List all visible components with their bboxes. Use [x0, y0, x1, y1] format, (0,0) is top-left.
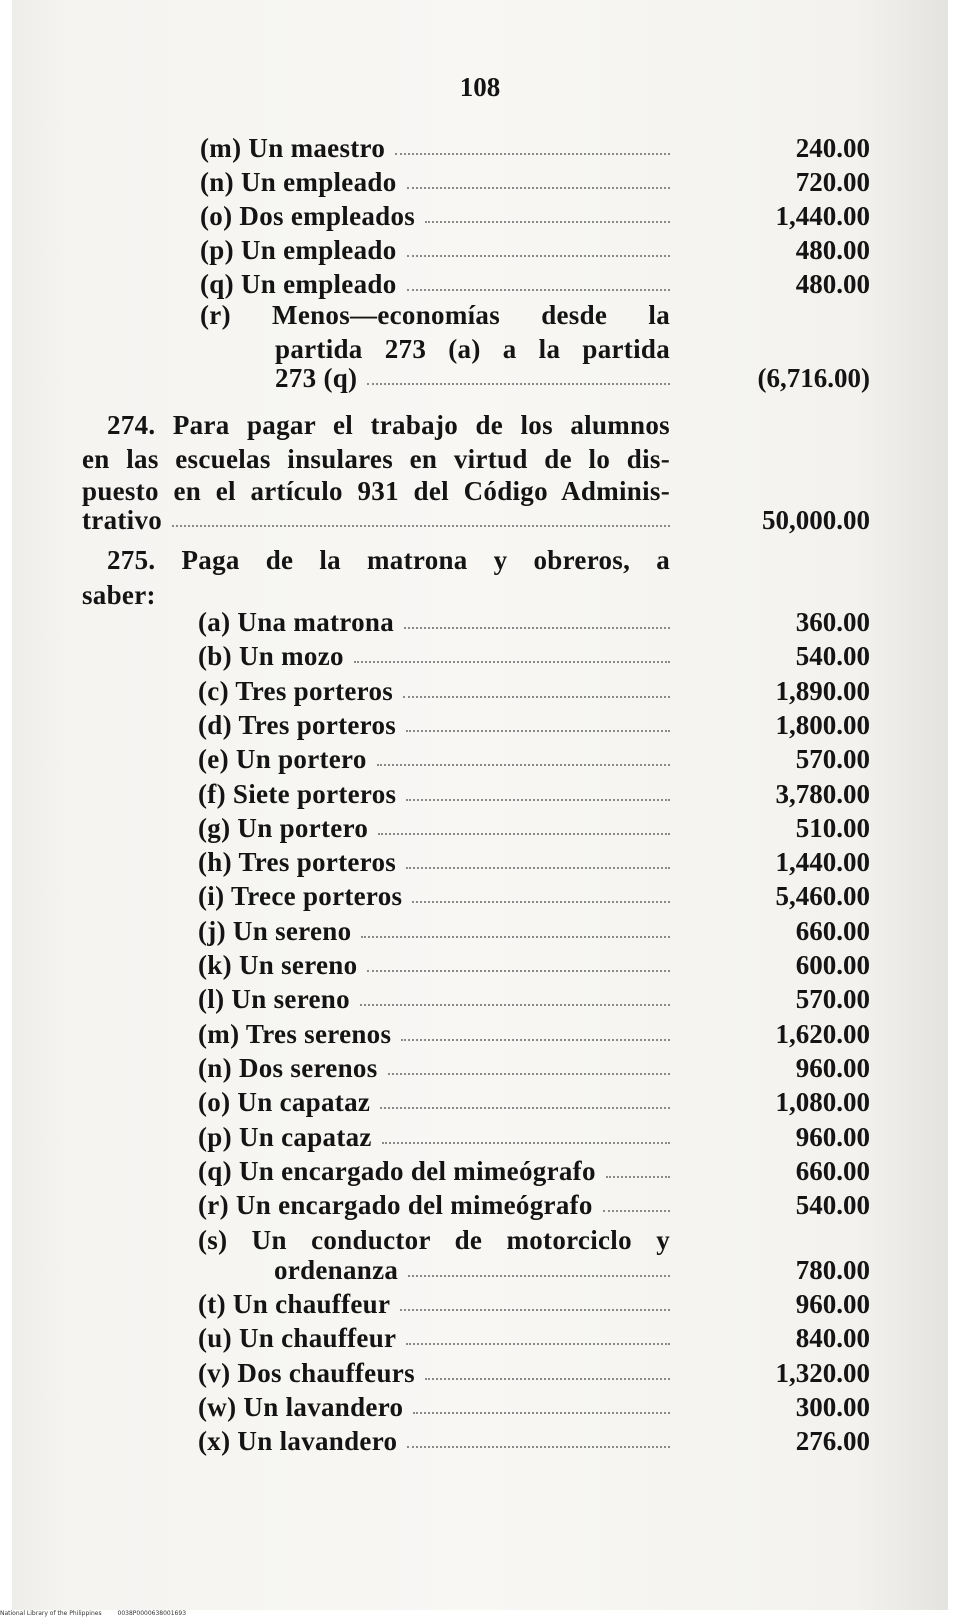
budget-item-275-v: [198, 1359, 870, 1393]
item-273-r-total: [275, 364, 870, 398]
budget-item-275-i: [198, 882, 870, 916]
item-amount: 5,460.00: [775, 881, 870, 912]
item-amount: 1,890.00: [775, 675, 870, 706]
budget-item-275-p: [198, 1123, 870, 1157]
item-label: (n) Dos serenos: [198, 1052, 378, 1083]
item-amount: 960.00: [795, 1121, 870, 1152]
item-label: trativo: [82, 505, 163, 535]
dot-leader: [603, 1210, 670, 1212]
dot-leader: [406, 1343, 670, 1345]
item-amount: 300.00: [795, 1391, 870, 1422]
item-amount: 960.00: [795, 1289, 870, 1319]
book-page: [12, 0, 948, 1610]
dot-leader: [388, 1073, 671, 1075]
item-label: (h) Tres porteros: [198, 847, 397, 878]
dot-leader: [367, 970, 670, 972]
item-label: ordenanza: [274, 1255, 399, 1285]
dot-leader: [408, 1275, 670, 1277]
item-amount: 1,620.00: [775, 1018, 870, 1049]
item-label: (x) Un lavandero: [198, 1426, 398, 1457]
item-amount: 1,440.00: [775, 847, 870, 878]
item-label: (a) Una matrona: [198, 607, 394, 637]
item-274-total: [82, 506, 870, 540]
item-label: (q) Un empleado: [200, 269, 397, 299]
item-label: (l) Un sereno: [198, 984, 350, 1015]
dot-leader: [406, 867, 670, 869]
budget-item-275-l: [198, 985, 870, 1019]
dot-leader: [172, 525, 670, 527]
dot-leader: [401, 1039, 670, 1041]
item-amount: 1,800.00: [775, 709, 870, 740]
item-label: (w) Un lavandero: [198, 1391, 404, 1422]
item-label: (p) Un capataz: [198, 1121, 372, 1152]
budget-item-273-m: [200, 134, 870, 168]
item-amount: 480.00: [795, 269, 870, 299]
dot-leader: [360, 1004, 670, 1006]
item-label: (k) Un sereno: [198, 950, 358, 980]
dot-leader: [367, 383, 670, 385]
item-label: (m) Un maestro: [200, 133, 386, 163]
item-275-line2: saber:: [82, 580, 156, 610]
page-number: 108: [459, 72, 501, 102]
item-amount: 480.00: [795, 235, 870, 265]
item-label: (e) Un portero: [198, 744, 367, 775]
budget-item-275-e: [198, 745, 870, 779]
item-label: (f) Siete porteros: [198, 778, 397, 809]
item-amount: 3,780.00: [775, 778, 870, 809]
budget-item-275-h: [198, 848, 870, 882]
item-amount: 240.00: [795, 133, 870, 163]
item-amount: 960.00: [795, 1052, 870, 1083]
dot-leader: [378, 833, 670, 835]
budget-item-275-g: [198, 814, 870, 848]
budget-item-275-b: [198, 642, 870, 676]
budget-item-273-p: [200, 236, 870, 270]
item-amount: 360.00: [795, 607, 870, 637]
dot-leader: [380, 1107, 670, 1109]
item-amount: 600.00: [795, 950, 870, 980]
item-label: (m) Tres serenos: [198, 1018, 392, 1049]
budget-item-275-n: [198, 1054, 870, 1088]
item-label: (b) Un mozo: [198, 641, 344, 672]
dot-leader: [377, 764, 670, 766]
item-amount: 570.00: [795, 984, 870, 1015]
item-amount: 720.00: [795, 167, 870, 197]
item-label: (p) Un empleado: [200, 235, 397, 265]
item-274-line3: puesto en el artículo 931 del Código Adminis-: [82, 476, 670, 506]
dot-leader: [407, 187, 670, 189]
dot-leader: [412, 901, 670, 903]
item-amount: 1,080.00: [775, 1087, 870, 1118]
budget-item-275-t: [198, 1290, 870, 1324]
item-label: (g) Un portero: [198, 812, 369, 843]
dot-leader: [407, 255, 670, 257]
item-amount: (6,716.00): [757, 363, 870, 393]
item-label: (i) Trece porteros: [198, 881, 403, 912]
item-amount: 570.00: [795, 744, 870, 775]
item-274-line2: en las escuelas insulares en virtud de lo dis-: [82, 444, 670, 474]
item-275-s-total: [274, 1256, 870, 1290]
dot-leader: [361, 936, 670, 938]
budget-item-275-u: [198, 1324, 870, 1358]
budget-item-275-r: [198, 1191, 870, 1225]
item-label: (r) Un encargado del mimeógrafo: [198, 1190, 593, 1221]
dot-leader: [406, 799, 670, 801]
item-amount: 50,000.00: [762, 505, 870, 535]
item-amount: 840.00: [795, 1323, 870, 1354]
budget-item-275-d: [198, 711, 870, 745]
item-273-r-line1: (r) Menos—economías desde la: [200, 300, 670, 330]
item-275-s-line1: (s) Un conductor de motorciclo y: [198, 1225, 670, 1255]
footer-library: National Library of the Philippines: [0, 1610, 102, 1617]
item-label: (v) Dos chauffeurs: [198, 1357, 415, 1388]
item-274-line1: 274. Para pagar el trabajo de los alumnos: [107, 410, 670, 440]
budget-item-275-j: [198, 917, 870, 951]
budget-item-275-o: [198, 1088, 870, 1122]
item-amount: 1,440.00: [775, 201, 870, 231]
footer-code: 0038P0000638001693: [117, 1610, 187, 1617]
item-amount: 276.00: [795, 1426, 870, 1457]
budget-item-275-q: [198, 1157, 870, 1191]
item-273-r-line2: partida 273 (a) a la partida: [275, 334, 670, 364]
dot-leader: [400, 1309, 670, 1311]
budget-item-273-o: [200, 202, 870, 236]
item-label: 273 (q): [275, 363, 358, 393]
dot-leader: [407, 289, 670, 291]
budget-item-275-a: [198, 608, 870, 642]
budget-item-275-m: [198, 1020, 870, 1054]
budget-item-275-f: [198, 780, 870, 814]
dot-leader: [404, 627, 670, 629]
dot-leader: [406, 730, 670, 732]
item-label: (j) Un sereno: [198, 915, 352, 946]
dot-leader: [425, 1378, 670, 1380]
budget-item-275-x: [198, 1427, 870, 1461]
item-amount: 660.00: [795, 915, 870, 946]
budget-item-275-k: [198, 951, 870, 985]
item-amount: 540.00: [795, 641, 870, 672]
dot-leader: [382, 1142, 670, 1144]
dot-leader: [354, 661, 670, 663]
dot-leader: [407, 1446, 670, 1448]
item-label: (n) Un empleado: [200, 167, 397, 197]
item-amount: 780.00: [795, 1255, 870, 1285]
dot-leader: [606, 1176, 670, 1178]
dot-leader: [395, 153, 670, 155]
dot-leader: [425, 221, 670, 223]
dot-leader: [413, 1412, 670, 1414]
item-amount: 1,320.00: [775, 1357, 870, 1388]
budget-item-275-w: [198, 1393, 870, 1427]
item-amount: 660.00: [795, 1155, 870, 1186]
item-label: (q) Un encargado del mimeógrafo: [198, 1155, 596, 1186]
item-label: (t) Un chauffeur: [198, 1289, 391, 1319]
item-label: (u) Un chauffeur: [198, 1323, 397, 1354]
item-label: (o) Dos empleados: [200, 201, 416, 231]
budget-item-273-q: [200, 270, 870, 304]
dot-leader: [403, 696, 670, 698]
item-label: (o) Un capataz: [198, 1087, 371, 1118]
scan-footer: [0, 1608, 400, 1619]
item-label: (c) Tres porteros: [198, 675, 394, 706]
item-amount: 540.00: [795, 1190, 870, 1221]
budget-item-273-n: [200, 168, 870, 202]
budget-item-275-c: [198, 677, 870, 711]
item-label: (d) Tres porteros: [198, 709, 397, 740]
item-275-line1: 275. Paga de la matrona y obreros, a: [107, 545, 670, 575]
item-amount: 510.00: [795, 812, 870, 843]
